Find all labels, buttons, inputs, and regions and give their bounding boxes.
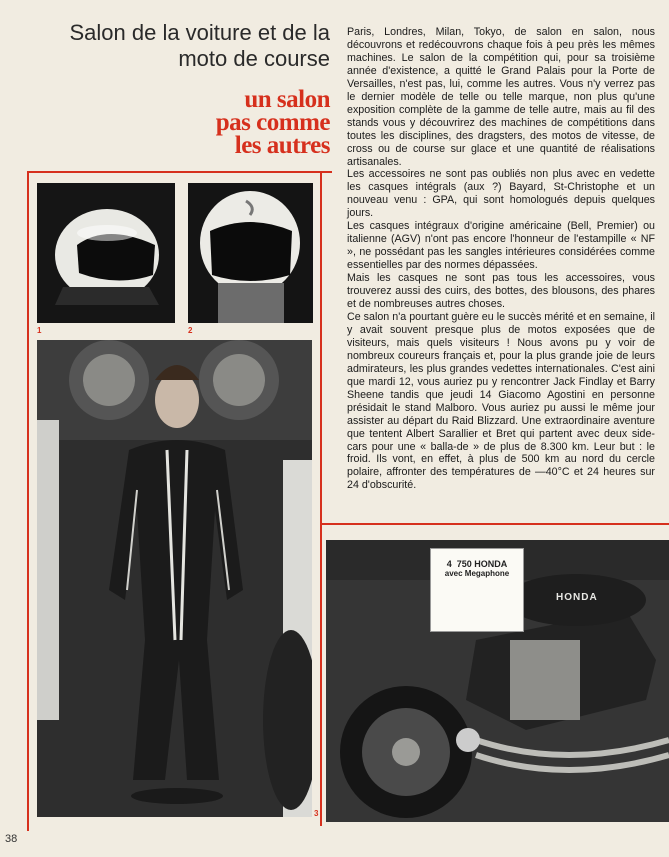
red-frame-right	[320, 171, 322, 826]
headline-line-2: pas comme	[215, 109, 330, 136]
photo-number-3: 3	[314, 809, 319, 818]
page-number: 38	[5, 833, 18, 845]
article-body	[347, 26, 655, 492]
article-paragraph: Ce salon n'a pourtant guère eu le succès mérité et en semaine, il y avait souvent presque plus de motos exposées que de visiteurs, mais quels visiteurs ! Nous avons pu y voir de nombreux coureurs français et, pour la plus grande joie de leurs admirateurs, les plus grandes vedettes internationales. C'est aini que mardi 12, vous auriez pu y rencontrer Jack Findlay et Barry Sheene tandis que jeudi 14 Giacomo Agostini en personne présidait le stand Malboro. Vous auriez pu aussi le même jour assister au départ du Raid Blizzard. Une extraordinaire aventure que tentent Albert Sarallier et Bret qui partent avec deux side-cars pour une « balla-de » de plus de 8.300 km. Leur but : le froid. Ils vont, en effet, à plus de 500 km au nord du cercle polaire, affronter des températures de —40°C et 24 heures sur 24 d'obscurité.	[347, 310, 655, 492]
racing-suit-illustration	[37, 340, 312, 817]
helmet-2-illustration	[188, 183, 313, 323]
headline	[150, 88, 330, 157]
honda-price-sign	[430, 548, 524, 632]
page-title-line-2: moto de course	[178, 46, 330, 71]
photo-number-1: 1	[37, 326, 42, 335]
article-paragraph: Les casques intégraux d'origine américaine (Bell, Premier) ou italienne (AGV) n'ont pas encore l'honneur de l'estampille « NF », ne possédant pas les sangles intérieures considérées comme essentielles par des normes dépassées.	[347, 220, 655, 272]
photo-helmet-2	[188, 183, 313, 323]
red-frame-top	[27, 171, 332, 173]
red-frame-bottom	[320, 523, 669, 525]
sign-price-line: 4 750 HONDA	[446, 559, 508, 569]
article-paragraph: Paris, Londres, Milan, Tokyo, de salon en salon, nous découvrons et redécouvrons chaque fois à peu près les mêmes machines. Le salon de la compétition qui, pour sa troisième année d'existence, a quitté le Grand Palais pour la Porte de Versailles, n'est pas, lui, comme les autres. Vous n'y verrez pas le dernier modèle de telle ou telle marque, non plus qu'une exposition complète de la gamme de telle autre, mais au fil des stands vous y découvrirez des machines de compétitions dans toutes les disciplines, des dragsters, des motos de vitesse, de cross ou de course sur glace et une quantité de réalisations artisanales.	[347, 26, 655, 168]
article-paragraph: Les accessoires ne sont pas oubliés non plus avec en vedette les casques intégrals (aux ?) Bayard, St-Christophe et un nouveau venu : GPA, qui sont homologués depuis quelques jours.	[347, 168, 655, 220]
photo-number-2: 2	[188, 326, 193, 335]
headline-line-1: un salon	[244, 86, 330, 113]
article-paragraph: Mais les casques ne sont pas tous les accessoires, vous trouverez aussi des cuirs, des bottes, des blousons, des phares et de nombreuses autres choses.	[347, 272, 655, 311]
page-title	[14, 20, 330, 72]
sign-megaphone-line: avec Megaphone	[444, 569, 510, 578]
headline-line-3: les autres	[234, 132, 330, 159]
page-title-line-1: Salon de la voiture et de la	[69, 20, 330, 45]
red-frame-left	[27, 171, 29, 831]
tank-brand-label: HONDA	[556, 592, 598, 603]
helmet-1-illustration	[37, 183, 175, 323]
photo-helmet-1	[37, 183, 175, 323]
photo-racing-suit	[37, 340, 312, 817]
